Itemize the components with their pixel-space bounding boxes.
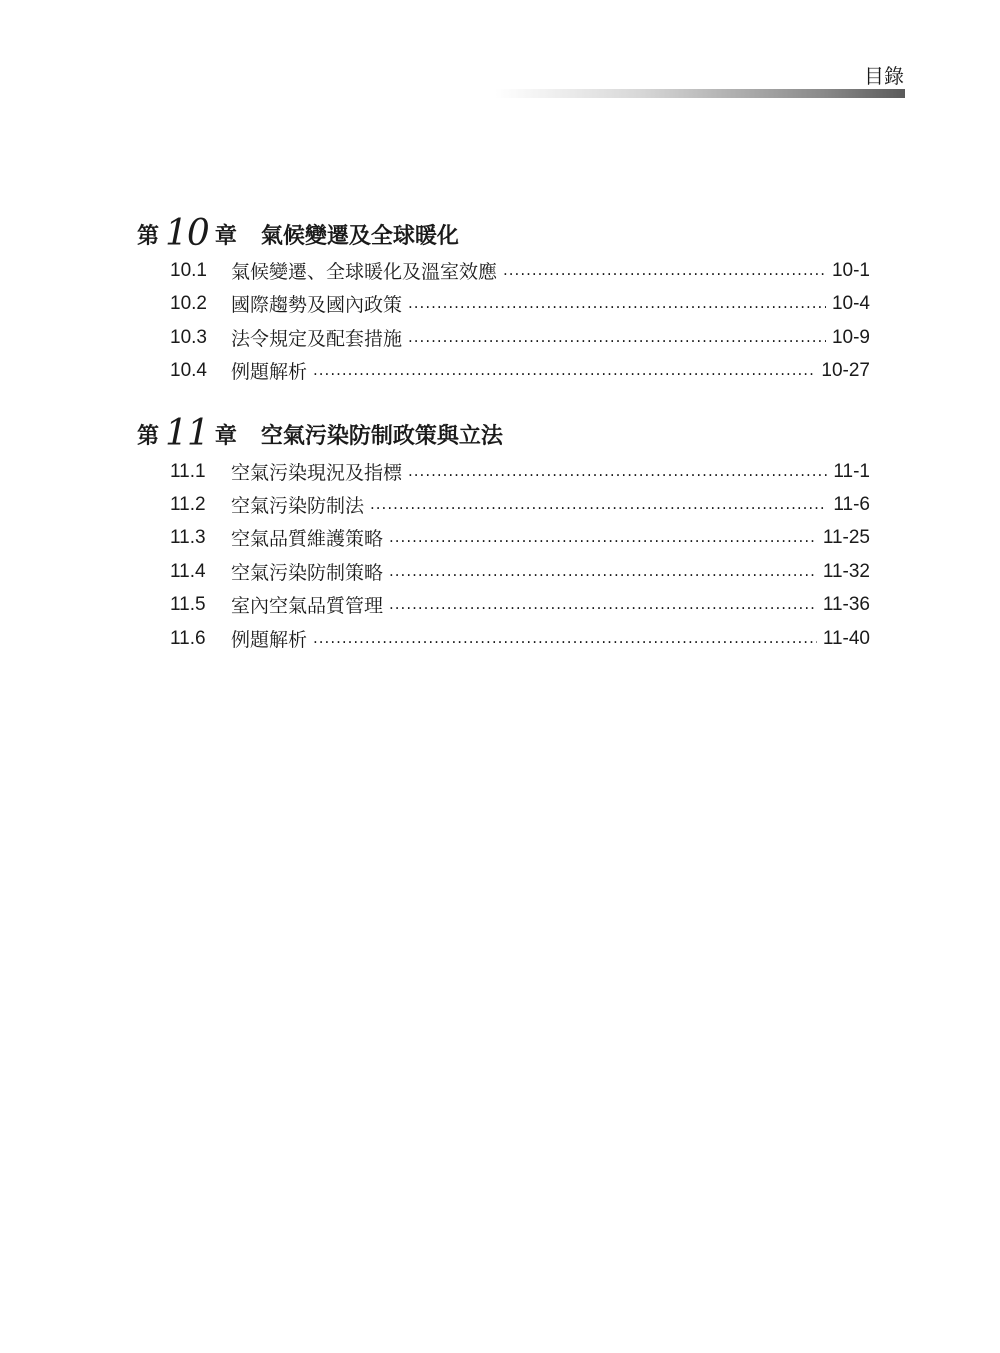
page-number: 11-40 [822, 627, 870, 649]
toc-entry[interactable] [170, 254, 870, 287]
section-number: 11.2 [170, 493, 206, 515]
section-number: 10.2 [170, 292, 207, 314]
section-title: 空氣品質維護策略 [231, 528, 384, 550]
dot-leader [408, 328, 826, 354]
chapter-prefix: 第 [137, 224, 160, 249]
section-title: 氣候變遷、全球暖化及溫室效應 [231, 261, 498, 283]
header-gradient-bar [495, 89, 905, 98]
page-number: 11-32 [822, 560, 870, 582]
page-number: 10-4 [831, 292, 870, 314]
dot-leader [408, 462, 827, 488]
page-number: 10-27 [821, 359, 870, 381]
section-title: 例題解析 [231, 629, 308, 651]
page-number: 11-25 [822, 526, 870, 548]
section-title: 室內空氣品質管理 [231, 595, 384, 617]
dot-leader [313, 629, 817, 655]
toc-entry[interactable] [170, 488, 870, 521]
page-number: 11-36 [822, 593, 870, 615]
chapter-number: 10 [165, 213, 209, 254]
chapter-number: 11 [165, 413, 209, 454]
page-number: 10-1 [831, 259, 870, 281]
dot-leader [313, 361, 815, 387]
chapter-heading [137, 412, 503, 452]
chapter-suffix: 章 [214, 424, 237, 449]
toc-entry[interactable] [170, 455, 870, 488]
chapter-title: 空氣污染防制政策與立法 [260, 424, 503, 449]
dot-leader [503, 261, 826, 287]
section-title: 國際趨勢及國內政策 [231, 294, 403, 316]
section-title: 例題解析 [231, 361, 308, 383]
section-number: 11.3 [170, 526, 206, 548]
dot-leader [408, 294, 826, 320]
header-title: 目錄 [864, 64, 904, 88]
toc-entry[interactable] [170, 521, 870, 554]
section-number: 11.5 [170, 593, 206, 615]
toc-entry[interactable] [170, 354, 870, 387]
section-number: 10.1 [170, 259, 207, 281]
section-title: 空氣污染防制法 [231, 495, 365, 517]
toc-entry[interactable] [170, 622, 870, 655]
chapter-suffix: 章 [214, 224, 237, 249]
section-number: 10.3 [170, 326, 207, 348]
dot-leader [389, 528, 817, 554]
section-number: 11.1 [170, 460, 206, 482]
page-number: 11-1 [833, 460, 870, 482]
page-number: 11-6 [833, 493, 870, 515]
section-number: 11.6 [170, 627, 206, 649]
chapter-prefix: 第 [137, 424, 160, 449]
section-number: 11.4 [170, 560, 206, 582]
dot-leader [389, 595, 817, 621]
chapter-heading [137, 212, 459, 252]
section-title: 空氣污染現況及指標 [231, 462, 403, 484]
section-title: 空氣污染防制策略 [231, 562, 384, 584]
chapter-title: 氣候變遷及全球暖化 [260, 224, 459, 249]
toc-entry[interactable] [170, 555, 870, 588]
dot-leader [389, 562, 817, 588]
section-title: 法令規定及配套措施 [231, 328, 403, 350]
page-number: 10-9 [831, 326, 870, 348]
dot-leader [370, 495, 827, 521]
toc-entry[interactable] [170, 321, 870, 354]
section-number: 10.4 [170, 359, 207, 381]
toc-entry[interactable] [170, 287, 870, 320]
toc-entry[interactable] [170, 588, 870, 621]
